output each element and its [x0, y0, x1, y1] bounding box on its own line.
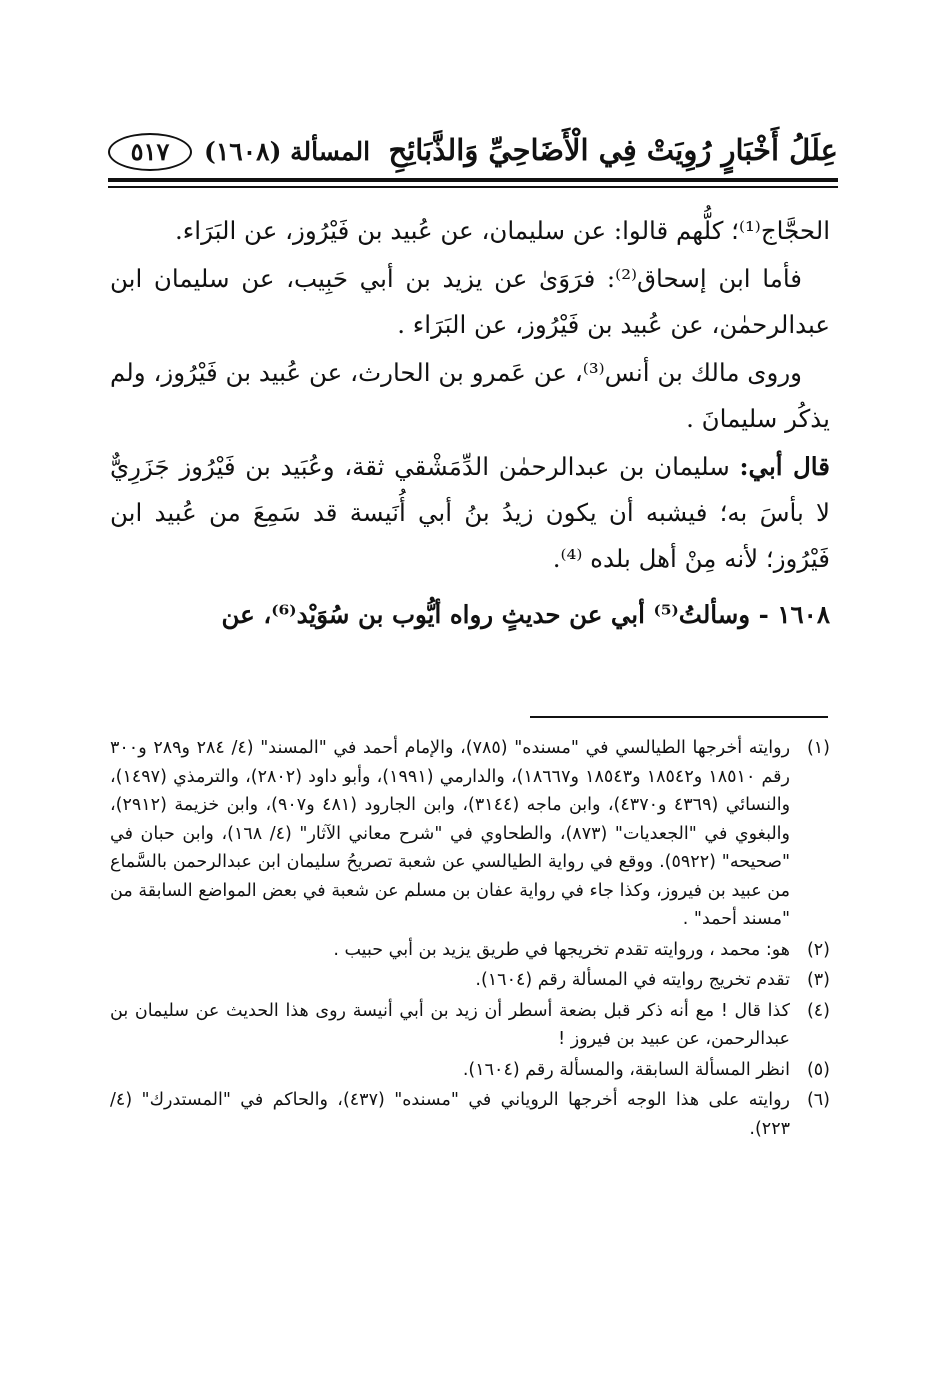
speaker-label: قال أبي:	[739, 452, 830, 481]
paragraph-1: الحجَّاج⁽¹⁾؛ كلُّهم قالوا: عن سليمان، عن عُبيد بن فَيْرُوز، عن البَرَاء.	[174, 216, 830, 245]
paragraph-4	[110, 444, 830, 582]
footnote-number: (١)	[806, 738, 830, 758]
paragraph-4-text: سليمان بن عبدالرحمٰن الدِّمَشْقي ثقة، وعُبَيد بن فَيْرُوز جَزَرِيٌّ لا بأسَ به؛ فيشبه أن يكون زيدُ بنُ أبي أُنَيسة قد سَمِعَ من عُبيد ابن فَيْرُوز؛ لأنه مِنْ أهل بلده ⁽⁴⁾.	[110, 452, 830, 573]
header-rule-thin	[108, 186, 838, 188]
footnote-separator	[530, 716, 828, 718]
footnote-number: (٣)	[806, 970, 830, 990]
paragraph-3: وروى مالك بن أنس⁽³⁾، عن عَمرو بن الحارث، عن عُبيد بن فَيْرُوز، ولم يذكُر سليمانَ .	[110, 358, 830, 433]
footnote-text: كذا قال ! مع أنه ذكر قبل بضعة أسطر أن زيد بن أبي أنيسة روى هذا الحديث عن سليمان بن عبدالرحمن، عن عبيد بن فيروز !	[110, 1000, 790, 1049]
header-rule-thick	[108, 178, 838, 182]
footnote	[110, 1086, 830, 1143]
footnote-number: (٦)	[806, 1090, 830, 1110]
issue-label: المسألة (١٦٠٨)	[204, 137, 371, 166]
main-text	[110, 208, 830, 638]
footnotes	[110, 734, 830, 1145]
footnote	[110, 966, 830, 995]
footnote-number: (٢)	[806, 939, 830, 960]
footnote-number: (٤)	[806, 1000, 830, 1021]
footnote	[110, 936, 830, 965]
footnote-number: (٥)	[806, 1059, 830, 1080]
footnote-text: تقدم تخريج روايته في المسألة رقم (١٦٠٤).	[475, 970, 790, 990]
issue-heading-paragraph: ١٦٠٨ - وسألتُ⁽⁵⁾ أبي عن حديثٍ رواه أيُّوب بن سُوَيْد⁽⁶⁾، عن	[221, 600, 830, 629]
running-header	[108, 125, 838, 175]
paragraph-2: فأما ابن إسحاق⁽²⁾: فرَوَىٰ عن يزيد بن أبي حَبِيب، عن سليمان ابن عبدالرحمٰن، عن عُبيد بن فَيْرُوز، عن البَرَاء .	[110, 264, 830, 339]
footnote	[110, 734, 830, 934]
footnote-text: روايته أخرجها الطيالسي في "مسنده" (٧٨٥)، والإمام أحمد في "المسند" (٤/ ٢٨٤ و٢٨٩ و٣٠٠ رقم ١٨٥١٠ و١٨٥٤٢ و١٨٥٤٣ و١٨٦٦٧)، والدارمي (١٩٩١)، وأبو داود (٢٨٠٢)، والترمذي (١٤٩٧)، والنسائي (٤٣٦٩ و٤٣٧٠)، وابن ماجه (٣١٤٤)، وابن الجارود (٤٨١ و٩٠٧)، وابن خزيمة (٢٩١٢)، والبغوي في "الجعديات" (٨٧٣)، والطحاوي في "شرح معاني الآثار" (٤/ ١٦٨)، وابن حبان في "صحيحه" (٥٩٢٢). ووقع في رواية الطيالسي عن شعبة تصريحُ سليمان ابن عبدالرحمن بالسَّماع من عبيد بن فيروز، وكذا جاء في رواية عفان بن مسلم عن شعبة في بعض المواضع السابقة من "مسند أحمد" .	[110, 738, 791, 929]
footnote-text: روايته على هذا الوجه أخرجها الروياني في "مسنده" (٤٣٧)، والحاكم في "المستدرك" (٤/ ٢٢٣).	[110, 1090, 791, 1139]
footnote-text: انظر المسألة السابقة، والمسألة رقم (١٦٠٤).	[462, 1059, 790, 1080]
page-number-badge: ٥١٧	[108, 133, 192, 171]
footnote	[110, 997, 830, 1054]
footnote-text: هو: محمد ، وروايته تقدم تخريجها في طريق يزيد بن أبي حبيب .	[333, 939, 790, 960]
footnote	[110, 1056, 830, 1085]
book-title: عِلَلُ أَخْبَارٍ رُوِيَتْ فِي الْأَضَاحِيِّ وَالذَّبَائِحِ	[388, 133, 838, 167]
